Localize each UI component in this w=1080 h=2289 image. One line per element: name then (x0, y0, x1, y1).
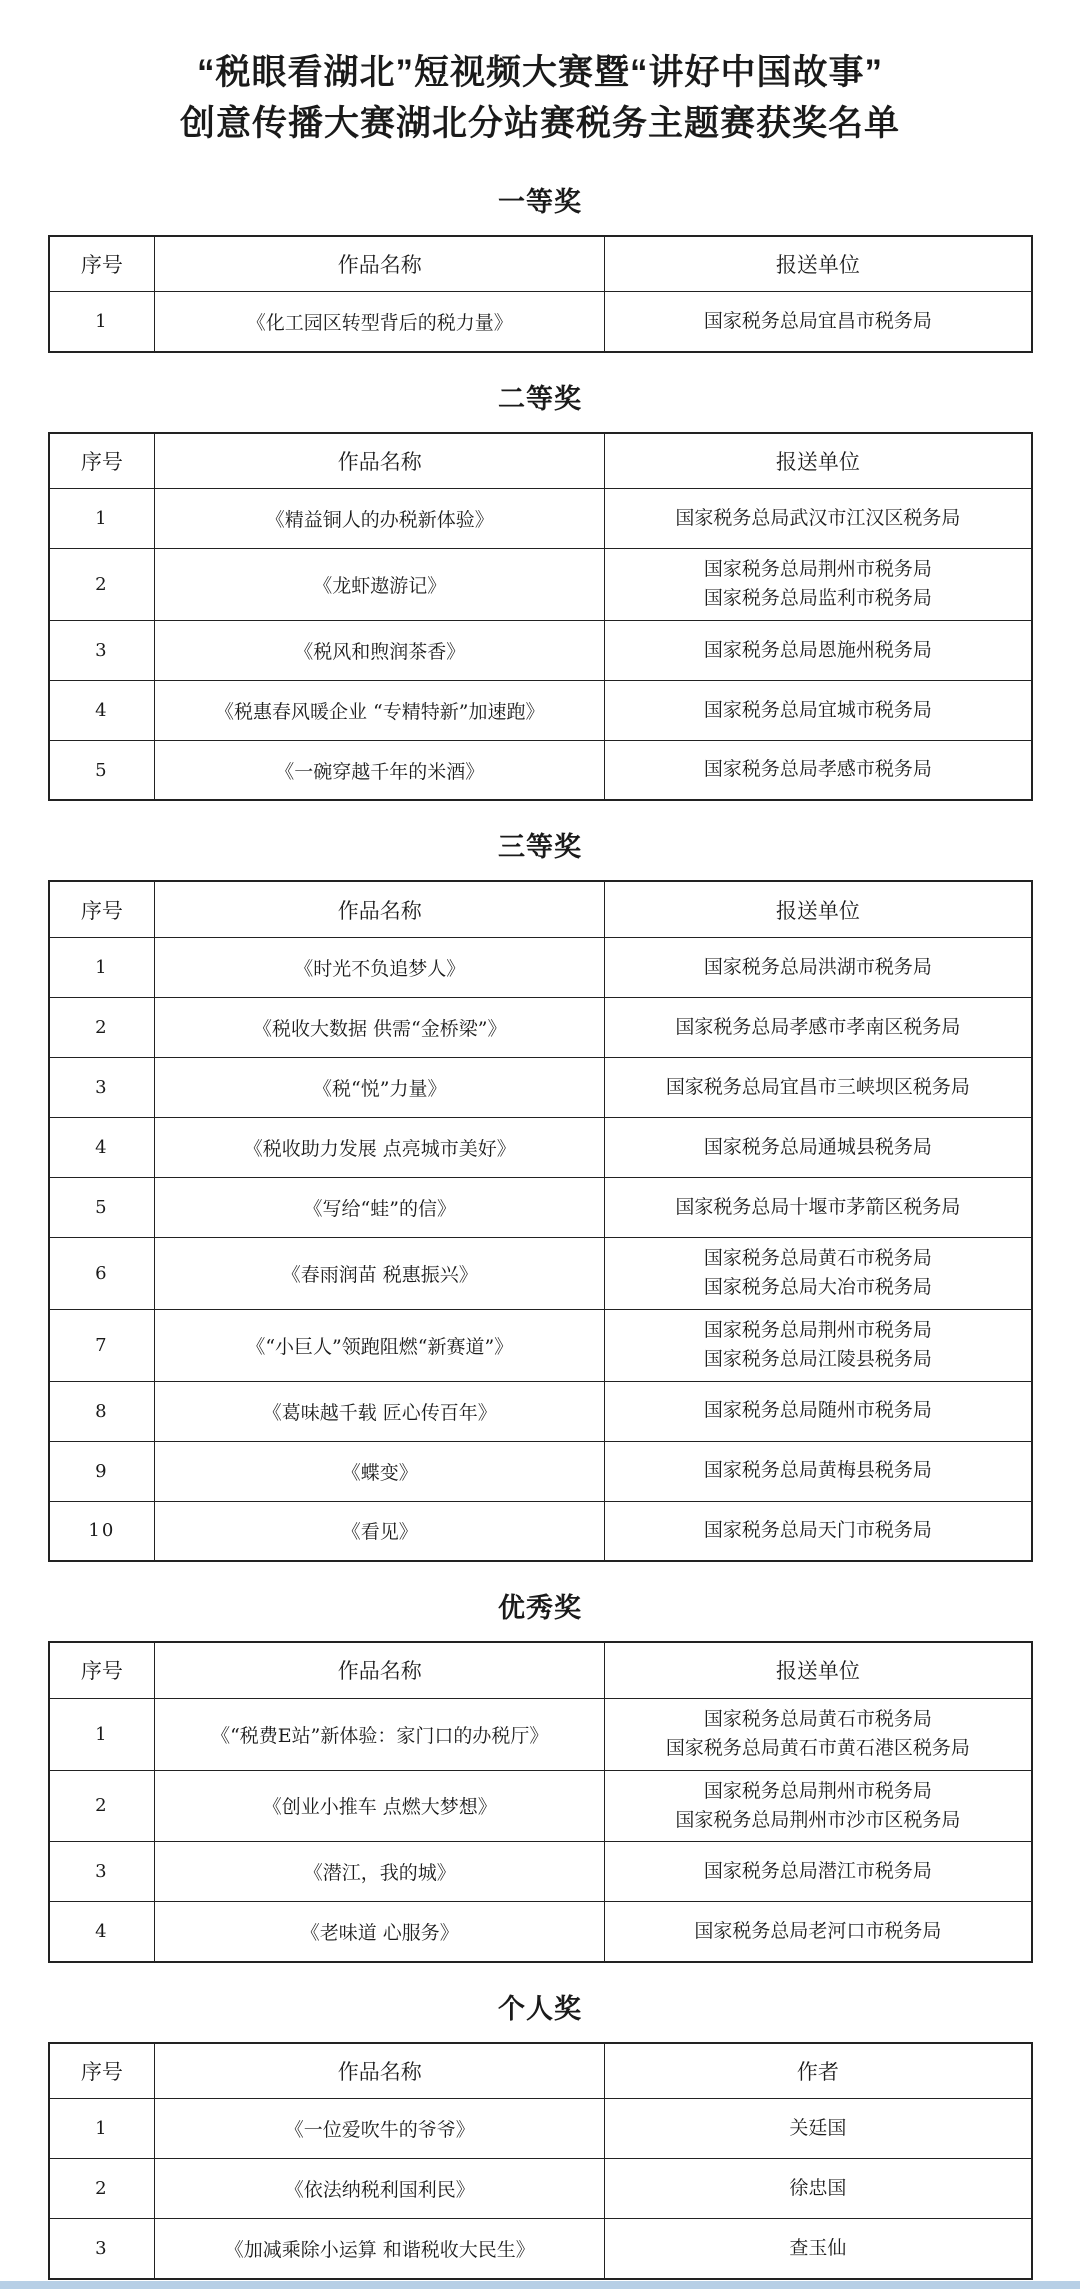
award-section (0, 825, 1080, 1562)
cell-serial-number: 1 (49, 292, 155, 352)
org-line: 国家税务总局武汉市江汉区税务局 (675, 506, 961, 529)
org-line: 国家税务总局江陵县税务局 (703, 1348, 932, 1371)
cell-work-title: 《税收大数据 供需“金桥梁”》 (155, 997, 605, 1057)
table-header-row (49, 236, 1032, 292)
org-line: 国家税务总局荆州市税务局 (703, 1779, 932, 1802)
column-header: 序号 (49, 236, 155, 292)
table-row (49, 1177, 1032, 1237)
cell-submitting-unit (605, 1117, 1032, 1177)
cell-submitting-unit (605, 2159, 1032, 2219)
column-header: 报送单位 (605, 433, 1032, 489)
cell-submitting-unit (605, 1309, 1032, 1381)
award-section (0, 180, 1080, 353)
cell-submitting-unit (605, 2099, 1032, 2159)
award-table (48, 1641, 1033, 1963)
table-row (49, 740, 1032, 800)
cell-submitting-unit (605, 1441, 1032, 1501)
table-row (49, 1698, 1032, 1770)
column-header: 序号 (49, 881, 155, 937)
title-line-1: “税眼看湖北”短视频大赛暨“讲好中国故事” (196, 53, 883, 92)
column-header: 报送单位 (605, 1642, 1032, 1698)
cell-serial-number: 3 (49, 620, 155, 680)
table-row (49, 2099, 1032, 2159)
document-title (0, 48, 1080, 150)
table-row (49, 292, 1032, 352)
column-header: 报送单位 (605, 881, 1032, 937)
org-line: 国家税务总局黄石市税务局 (703, 1707, 932, 1730)
cell-submitting-unit (605, 997, 1032, 1057)
cell-work-title: 《税收助力发展 点亮城市美好》 (155, 1117, 605, 1177)
org-line: 国家税务总局宜昌市税务局 (703, 309, 932, 332)
cell-submitting-unit (605, 1770, 1032, 1842)
column-header: 序号 (49, 2043, 155, 2099)
cell-work-title: 《依法纳税利国利民》 (155, 2159, 605, 2219)
footer-scroll-strip (0, 2281, 1080, 2289)
org-line: 国家税务总局荆州市沙市区税务局 (675, 1808, 961, 1831)
cell-submitting-unit (605, 2219, 1032, 2279)
cell-work-title: 《龙虾遨游记》 (155, 549, 605, 621)
cell-serial-number: 7 (49, 1309, 155, 1381)
cell-submitting-unit (605, 1381, 1032, 1441)
table-row (49, 1902, 1032, 1962)
section-title: 三等奖 (498, 832, 582, 863)
section-title: 二等奖 (498, 383, 582, 414)
table-row (49, 1381, 1032, 1441)
cell-serial-number: 10 (49, 1501, 155, 1561)
award-section (0, 1586, 1080, 1963)
org-line: 国家税务总局大冶市税务局 (703, 1276, 932, 1299)
cell-serial-number: 1 (49, 2099, 155, 2159)
cell-work-title: 《潜江，我的城》 (155, 1842, 605, 1902)
award-sections (0, 180, 1080, 2280)
cell-serial-number: 4 (49, 680, 155, 740)
table-header-row (49, 881, 1032, 937)
cell-submitting-unit (605, 292, 1032, 352)
org-line: 国家税务总局宜昌市三峡坝区税务局 (665, 1075, 970, 1098)
org-line: 国家税务总局恩施州税务局 (703, 638, 932, 661)
org-line: 国家税务总局洪湖市税务局 (703, 955, 932, 978)
award-table (48, 2042, 1033, 2280)
table-header-row (49, 433, 1032, 489)
cell-submitting-unit (605, 1237, 1032, 1309)
org-line: 国家税务总局监利市税务局 (703, 587, 932, 610)
cell-serial-number: 4 (49, 1902, 155, 1962)
org-line: 国家税务总局黄石市税务局 (703, 1246, 932, 1269)
cell-serial-number: 9 (49, 1441, 155, 1501)
table-row (49, 1501, 1032, 1561)
cell-work-title: 《写给“蛙”的信》 (155, 1177, 605, 1237)
cell-work-title: 《税“悦”力量》 (155, 1057, 605, 1117)
cell-submitting-unit (605, 1842, 1032, 1902)
org-line: 国家税务总局孝感市税务局 (703, 758, 932, 781)
cell-work-title: 《“税费E站”新体验：家门口的办税厅》 (155, 1698, 605, 1770)
table-row (49, 549, 1032, 621)
table-row (49, 620, 1032, 680)
table-row (49, 997, 1032, 1057)
cell-work-title: 《时光不负追梦人》 (155, 937, 605, 997)
org-line: 国家税务总局黄梅县税务局 (703, 1459, 932, 1482)
org-line: 国家税务总局黄石市黄石港区税务局 (665, 1737, 970, 1760)
cell-submitting-unit (605, 1902, 1032, 1962)
cell-submitting-unit (605, 549, 1032, 621)
table-row (49, 1441, 1032, 1501)
org-line: 徐忠国 (789, 2177, 847, 2200)
cell-work-title: 《税风和煦润茶香》 (155, 620, 605, 680)
section-title: 一等奖 (498, 186, 582, 217)
cell-submitting-unit (605, 489, 1032, 549)
org-line: 国家税务总局随州市税务局 (703, 1399, 932, 1422)
org-line: 国家税务总局潜江市税务局 (703, 1860, 932, 1883)
cell-work-title: 《看见》 (155, 1501, 605, 1561)
cell-work-title: 《一碗穿越千年的米酒》 (155, 740, 605, 800)
cell-serial-number: 2 (49, 2159, 155, 2219)
table-row (49, 2219, 1032, 2279)
cell-work-title: 《加减乘除小运算 和谐税收大民生》 (155, 2219, 605, 2279)
cell-serial-number: 5 (49, 1177, 155, 1237)
cell-work-title: 《创业小推车 点燃大梦想》 (155, 1770, 605, 1842)
cell-submitting-unit (605, 1698, 1032, 1770)
table-row (49, 1237, 1032, 1309)
award-table (48, 432, 1033, 802)
cell-serial-number: 2 (49, 997, 155, 1057)
table-row (49, 680, 1032, 740)
cell-work-title: 《春雨润苗 税惠振兴》 (155, 1237, 605, 1309)
column-header: 作品名称 (155, 236, 605, 292)
cell-submitting-unit (605, 1501, 1032, 1561)
column-header: 序号 (49, 1642, 155, 1698)
award-section (0, 377, 1080, 802)
table-row (49, 1842, 1032, 1902)
cell-serial-number: 3 (49, 1057, 155, 1117)
cell-serial-number: 1 (49, 1698, 155, 1770)
cell-work-title: 《一位爱吹牛的爷爷》 (155, 2099, 605, 2159)
column-header: 作品名称 (155, 2043, 605, 2099)
cell-work-title: 《“小巨人”领跑阻燃“新赛道”》 (155, 1309, 605, 1381)
cell-work-title: 《化工园区转型背后的税力量》 (155, 292, 605, 352)
table-header-row (49, 2043, 1032, 2099)
cell-serial-number: 1 (49, 489, 155, 549)
org-line: 国家税务总局老河口市税务局 (694, 1919, 942, 1942)
cell-work-title: 《葛味越千载 匠心传百年》 (155, 1381, 605, 1441)
column-header: 作品名称 (155, 1642, 605, 1698)
cell-work-title: 《老味道 心服务》 (155, 1902, 605, 1962)
org-line: 国家税务总局宜城市税务局 (703, 698, 932, 721)
cell-work-title: 《税惠春风暖企业 “专精特新”加速跑》 (155, 680, 605, 740)
cell-work-title: 《蝶变》 (155, 1441, 605, 1501)
table-row (49, 937, 1032, 997)
title-line-2: 创意传播大赛湖北分站赛税务主题赛获奖名单 (179, 103, 900, 143)
cell-serial-number: 2 (49, 549, 155, 621)
award-section (0, 1987, 1080, 2280)
table-row (49, 1309, 1032, 1381)
org-line: 国家税务总局荆州市税务局 (703, 558, 932, 580)
cell-submitting-unit (605, 620, 1032, 680)
column-header: 报送单位 (605, 236, 1032, 292)
award-table (48, 880, 1033, 1562)
cell-submitting-unit (605, 937, 1032, 997)
award-table (48, 235, 1033, 353)
cell-serial-number: 2 (49, 1770, 155, 1842)
cell-submitting-unit (605, 1057, 1032, 1117)
cell-submitting-unit (605, 680, 1032, 740)
cell-serial-number: 3 (49, 2219, 155, 2279)
section-title: 个人奖 (498, 1993, 582, 2024)
org-line: 国家税务总局天门市税务局 (703, 1519, 932, 1542)
org-line: 国家税务总局荆州市税务局 (703, 1318, 932, 1341)
cell-serial-number: 6 (49, 1237, 155, 1309)
table-row (49, 489, 1032, 549)
cell-serial-number: 4 (49, 1117, 155, 1177)
org-line: 查玉仙 (789, 2236, 847, 2259)
column-header: 序号 (49, 433, 155, 489)
cell-serial-number: 1 (49, 937, 155, 997)
table-header-row (49, 1642, 1032, 1698)
org-line: 国家税务总局孝感市孝南区税务局 (675, 1015, 961, 1038)
section-title: 优秀奖 (498, 1593, 582, 1624)
cell-submitting-unit (605, 1177, 1032, 1237)
table-row (49, 1117, 1032, 1177)
org-line: 国家税务总局十堰市茅箭区税务局 (675, 1195, 961, 1218)
org-line: 关廷国 (789, 2117, 847, 2140)
column-header: 作者 (605, 2043, 1032, 2099)
cell-work-title: 《精益铜人的办税新体验》 (155, 489, 605, 549)
cell-submitting-unit (605, 740, 1032, 800)
column-header: 作品名称 (155, 433, 605, 489)
cell-serial-number: 5 (49, 740, 155, 800)
cell-serial-number: 8 (49, 1381, 155, 1441)
cell-serial-number: 3 (49, 1842, 155, 1902)
org-line: 国家税务总局通城县税务局 (703, 1135, 932, 1158)
table-row (49, 1057, 1032, 1117)
table-row (49, 1770, 1032, 1842)
table-row (49, 2159, 1032, 2219)
column-header: 作品名称 (155, 881, 605, 937)
